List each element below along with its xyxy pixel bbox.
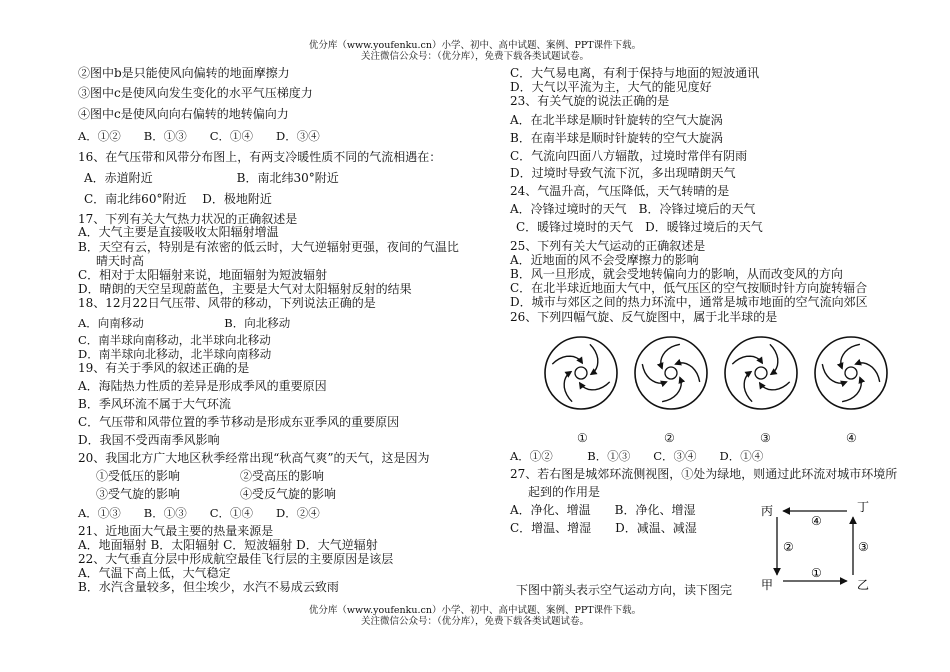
q20-items-12: ①受低压的影响 ②受高压的影响 — [96, 469, 325, 483]
q27-stem: 27、若右图是城郊环流侧视图，①处为绿地，则通过此环流对城市环境所 — [510, 467, 898, 481]
swirl-arrow — [822, 364, 846, 383]
swirl-arrow — [744, 372, 752, 402]
q27-choices-cd: C．增温、增湿 D．减温、减湿 — [510, 521, 697, 535]
q25-stem: 25、下列有关大气运动的正确叙述是 — [510, 239, 706, 253]
corner-yi: 乙 — [857, 578, 870, 592]
next-section-intro: 下图中箭头表示空气运动方向，读下图完 — [516, 583, 733, 597]
q18-option-d: D．南半球向北移动，北半球向南移动 — [78, 347, 272, 361]
q26-stem: 26、下列四幅气旋、反气旋图中，属于北半球的是 — [510, 310, 778, 324]
cyclone-label-4: ④ — [846, 431, 857, 445]
footer-line-2: 关注微信公众号：（优分库），免费下载各类试题试卷。 — [360, 616, 589, 627]
cyclone-label-2: ② — [664, 431, 675, 445]
swirl-arrow — [841, 344, 860, 368]
cyclone-diagram-2 — [635, 337, 707, 409]
q21-choices: A．地面辐射 B．太阳辐射 C．短波辐射 D．大气逆辐射 — [78, 538, 378, 552]
diagram-center-circle — [845, 367, 857, 379]
q16-choices-cd: C．南北纬60°附近 D．极地附近 — [84, 192, 272, 206]
q16-choices-ab: A．赤道附近 B．南北纬30°附近 — [84, 171, 339, 185]
swirl-arrow — [760, 382, 790, 390]
q21-stem: 21、近地面大气最主要的热量来源是 — [78, 524, 274, 538]
q25-option-c: C．在北半球近地面大气中，低气压区的空气按顺时针方向旋转辐合 — [510, 281, 868, 295]
q18-stem: 18、12月22日气压带、风带的移动，下列说法正确的是 — [78, 296, 376, 310]
swirl-arrow — [856, 363, 880, 382]
q22-option-d: D．大气以平流为主，大气的能见度好 — [510, 80, 712, 94]
q18-option-c: C．南半球向南移动，北半球向北移动 — [78, 333, 271, 347]
q19-option-d: D．我国不受西南季风影响 — [78, 433, 220, 447]
q17-option-d: D．晴朗的天空呈现蔚蓝色，主要是大气对太阳辐射反射的结果 — [78, 282, 412, 296]
swirl-arrow — [842, 378, 861, 402]
q23-option-b: B．在南半球是顺时针旋转的空气大旋涡 — [510, 131, 723, 145]
page-header — [0, 40, 950, 62]
q24-choices-ab: A．冷锋过境时的天气 B．冷锋过境后的天气 — [510, 202, 756, 216]
q27-stem-cont: 起到的作用是 — [528, 485, 601, 499]
swirl-arrow — [564, 372, 572, 402]
q17-option-b: B．天空有云，特别是有浓密的低云时，大气逆辐射更强，夜间的气温比 — [78, 240, 459, 254]
edge-label-bottom: ① — [811, 566, 822, 580]
cyclone-label-3: ③ — [760, 431, 771, 445]
q18-choices-ab: A．向南移动 B．向北移动 — [78, 316, 291, 330]
swirl-arrow — [662, 378, 681, 402]
q23-option-d: D．过境时导致气流下沉，多出现晴朗天气 — [510, 166, 736, 180]
q23-stem: 23、有关气旋的说法正确的是 — [510, 94, 670, 108]
q22-option-b: B．水汽含量较多，但尘埃少，水汽不易成云致雨 — [78, 580, 339, 594]
q17-option-a: A．大气主要是直接吸收太阳辐射增温 — [78, 225, 279, 239]
q15-choices: A．①② B．①③ C．①④ D．③④ — [78, 129, 320, 143]
swirl-arrow — [661, 344, 680, 368]
q19-option-a: A．海陆热力性质的差异是形成季风的重要原因 — [78, 379, 327, 393]
q22-option-c: C．大气易电离，有利于保持与地面的短波通讯 — [510, 66, 760, 80]
corner-ding: 丁 — [857, 500, 870, 514]
q17-stem: 17、下列有关大气热力状况的正确叙述是 — [78, 212, 298, 226]
q23-option-c: C．气流向四面八方辐散，过境时常伴有阴雨 — [510, 149, 748, 163]
cyclone-label-1: ① — [577, 431, 588, 445]
q27-choices-ab: A．净化、增温 B．净化、增湿 — [510, 503, 696, 517]
swirl-arrow — [580, 382, 610, 390]
corner-bing: 丙 — [761, 504, 774, 518]
header-line-1: 优分库（www.youfenku.cn）小学、初中、高中试题、案例、PPT课件下载。 — [308, 40, 642, 51]
header-line-2: 关注微信公众号：（优分库），免费下载各类试题试卷。 — [360, 51, 589, 62]
edge-label-left: ② — [783, 540, 794, 554]
swirl-arrow — [732, 356, 762, 364]
swirl-arrow — [590, 344, 598, 374]
cyclone-diagram-1 — [545, 337, 617, 409]
q25-option-b: B．风一旦形成，就会受地转偏向力的影响，从而改变风的方向 — [510, 267, 843, 281]
q17-option-b-cont: 晴天时高 — [96, 254, 145, 268]
q20-choices: A．①③ B．①③ C．①④ D．②④ — [78, 506, 320, 520]
q24-choices-cd: C．暖锋过境时的天气 D．暖锋过境后的天气 — [516, 220, 763, 234]
q16-stem: 16、在气压带和风带分布图上，有两支冷暖性质不同的气流相遇在： — [78, 150, 442, 164]
diagram-outer-circle — [545, 337, 617, 409]
q25-option-d: D．城市与郊区之间的热力环流中，通常是城市地面的空气流向郊区 — [510, 295, 868, 309]
q24-stem: 24、气温升高，气压降低，天气转晴的是 — [510, 184, 730, 198]
q19-option-c: C．气压带和风带位置的季节移动是形成东亚季风的重要原因 — [78, 415, 400, 429]
diagram-center-circle — [665, 367, 677, 379]
cyclone-diagram-3 — [725, 337, 797, 409]
page-footer — [0, 605, 950, 627]
cyclone-diagram-4 — [815, 337, 887, 409]
cyclone-diagrams — [536, 330, 896, 425]
footer-line-1: 优分库（www.youfenku.cn）小学、初中、高中试题、案例、PPT课件下载。 — [308, 605, 642, 616]
q15-option-3: ③图中c是使风向发生变化的水平气压梯度力 — [78, 86, 313, 100]
q26-choices: A．①② B．①③ C．③④ D．①④ — [510, 449, 764, 463]
q15-option-2: ②图中b是只能使风向偏转的地面摩擦力 — [78, 66, 290, 80]
diagram-center-circle — [755, 367, 767, 379]
swirl-arrow — [770, 344, 778, 374]
q22-option-a: A．气温下高上低，大气稳定 — [78, 566, 231, 580]
swirl-arrow — [676, 363, 700, 382]
q22-stem: 22、大气垂直分层中形成航空最佳飞行层的主要原因是该层 — [78, 552, 394, 566]
q15-option-4: ④图中c是使风向向右偏转的地转偏向力 — [78, 107, 289, 121]
q23-option-a: A．在北半球是顺时针旋转的空气大旋涡 — [510, 113, 723, 127]
q19-option-b: B．季风环流不属于大气环流 — [78, 397, 231, 411]
diagram-outer-circle — [725, 337, 797, 409]
corner-jia: 甲 — [761, 578, 774, 592]
edge-label-right: ③ — [858, 540, 869, 554]
q19-stem: 19、有关于季风的叙述正确的是 — [78, 361, 250, 375]
q20-items-34: ③受气旋的影响 ④受反气旋的影响 — [96, 487, 337, 501]
q20-stem: 20、我国北方广大地区秋季经常出现“秋高气爽”的天气，这是因为 — [78, 451, 430, 465]
diagram-center-circle — [575, 367, 587, 379]
swirl-arrow — [552, 356, 582, 364]
swirl-arrow — [642, 364, 666, 383]
q25-option-a: A．近地面的风不会受摩擦力的影响 — [510, 253, 699, 267]
edge-label-top: ④ — [811, 514, 822, 528]
circulation-diagram — [755, 495, 895, 600]
q17-option-c: C．相对于太阳辐射来说，地面辐射为短波辐射 — [78, 268, 328, 282]
